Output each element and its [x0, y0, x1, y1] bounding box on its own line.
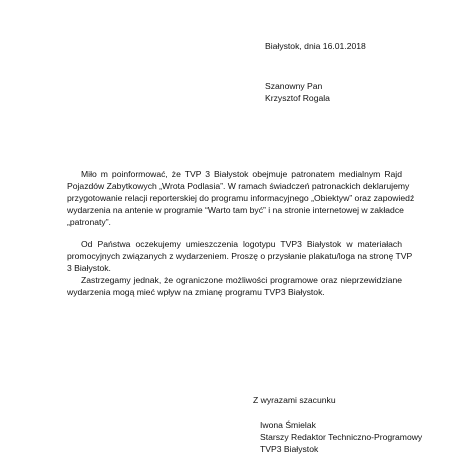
paragraph-1 [67, 168, 415, 228]
paragraph-line: przygotowanie relacji reporterskiej do programu informacyjnego „Obiektyw” oraz zapowiedź [67, 193, 415, 203]
date-line: Białystok, dnia 16.01.2018 [265, 41, 366, 51]
paragraph-line: wydarzenia na antenie w programie “Warto tam być” i na stronie internetowej w zakładce [67, 205, 404, 215]
signature-organization: TVP3 Białystok [260, 444, 319, 454]
paragraph-line: Miło m poinformować, że TVP 3 Białystok obejmuje patronatem medialnym Rajd [81, 169, 402, 179]
paragraph-line: „patronaty”. [67, 217, 111, 227]
paragraph-line: wydarzenia mogą mieć wpływ na zmianę programu TVP3 Białystok. [67, 287, 325, 297]
signature-name: Iwona Śmielak [260, 420, 316, 430]
recipient-name: Krzysztof Rogala [265, 93, 330, 103]
signature-position: Starszy Redaktor Techniczno-Programowy [260, 432, 423, 442]
paragraph-line: promocyjnych związanych z wydarzeniem. Proszę o przysłanie plakatu/loga na stronę TVP [67, 251, 413, 261]
recipient-block [265, 80, 330, 104]
paragraph-3 [67, 274, 402, 298]
paragraph-line: Zastrzegamy jednak, że ograniczone możliwości programowe oraz nieprzewidziane [81, 275, 402, 285]
paragraph-line: 3 Białystok. [67, 263, 111, 273]
recipient-salutation: Szanowny Pan [265, 81, 323, 91]
closing-line: Z wyrazami szacunku [253, 395, 336, 405]
paragraph-2 [67, 238, 413, 274]
paragraph-line: Pojazdów Zabytkowych „Wrota Podlasia”. W ramach świadczeń patronackich deklarujemy [67, 181, 410, 191]
paragraph-line: Od Państwa oczekujemy umieszczenia logotypu TVP3 Białystok w materiałach [81, 239, 402, 249]
